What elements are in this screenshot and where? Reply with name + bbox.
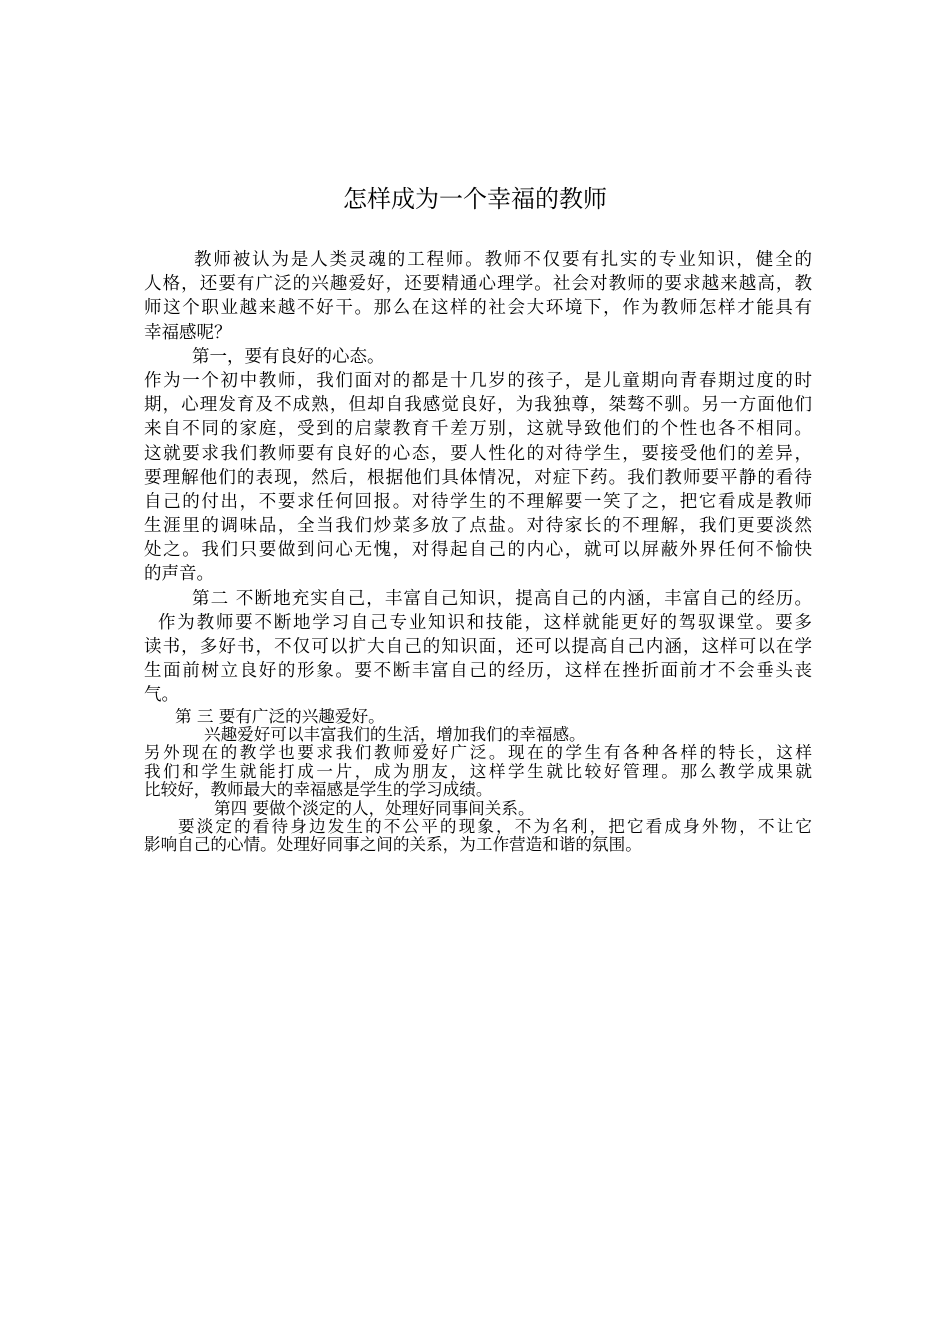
section-heading: 第二 不断地充实自己，丰富自己知识，提高自己的内涵，丰富自己的经历。 [192,588,812,609]
text-line: 要淡定的看待身边发生的不公平的现象，不为名利，把它看成身外物，不让它 [178,816,812,836]
section-heading: 第四 要做个淡定的人，处理好同事间关系。 [214,798,535,818]
document-title: 怎样成为一个幸福的教师 [343,185,607,213]
text-line: 读书，多好书，不仅可以扩大自己的知识面，还可以提高自己内涵，这样可以在学 [144,637,812,657]
text-line: 比较好，教师最大的幸福感是学生的学习成绩。 [144,780,493,800]
text-line: 期，心理发育及不成熟，但却自我感觉良好，为我独尊，桀骜不驯。另一方面他们 [144,395,812,416]
text-line: 我们和学生就能打成一片，成为朋友，这样学生就比较好管理。那么教学成果就 [144,761,812,781]
text-line: 另外现在的教学也要求我们教师爱好广泛。现在的学生有各种各样的特长，这样 [144,743,812,763]
text-line: 气。 [144,685,179,706]
text-line: 幸福感呢？ [144,322,232,343]
text-line: 作为一个初中教师，我们面对的都是十几岁的孩子，是儿童期向青春期过度的时 [144,370,812,391]
text-line: 师这个职业越来越不好干。那么在这样的社会大环境下，作为教师怎样才能具有 [144,298,812,319]
text-line: 教师被认为是人类灵魂的工程师。教师不仅要有扎实的专业知识，健全的 [194,250,812,270]
section-heading: 第 三 要有广泛的兴趣爱好。 [175,706,385,726]
text-line: 来自不同的家庭，受到的启蒙教育千差万别，这就导致他们的个性也各不相同。 [144,419,812,440]
text-line: 兴趣爱好可以丰富我们的生活，增加我们的幸福感。 [204,724,586,744]
text-line: 要理解他们的表现，然后，根据他们具体情况，对症下药。我们教师要平静的看待 [144,467,812,488]
text-line: 自己的付出，不要求任何回报。对待学生的不理解要一笑了之，把它看成是教师 [144,491,812,512]
text-line: 生涯里的调味品，全当我们炒菜多放了点盐。对待家长的不理解，我们更要淡然 [144,516,812,537]
text-line: 生面前树立良好的形象。要不断丰富自己的经历，这样在挫折面前才不会垂头丧 [144,661,812,682]
text-line: 人格，还要有广泛的兴趣爱好，还要精通心理学。社会对教师的要求越来越高，教 [144,274,812,295]
text-line: 影响自己的心情。处理好同事之间的关系，为工作营造和谐的氛围。 [144,835,642,855]
document-body [144,248,812,855]
text-line: 作为教师要不断地学习自己专业知识和技能，这样就能更好的驾驭课堂。要多 [158,612,812,633]
section-heading: 第一，要有良好的心态。 [192,346,385,367]
text-line: 的声音。 [144,564,214,585]
text-line: 这就要求我们教师要有良好的心态，要人性化的对待学生，要接受他们的差异， [144,443,812,464]
text-line: 处之。我们只要做到问心无愧，对得起自己的内心，就可以屏蔽外界任何不愉快 [144,540,812,561]
